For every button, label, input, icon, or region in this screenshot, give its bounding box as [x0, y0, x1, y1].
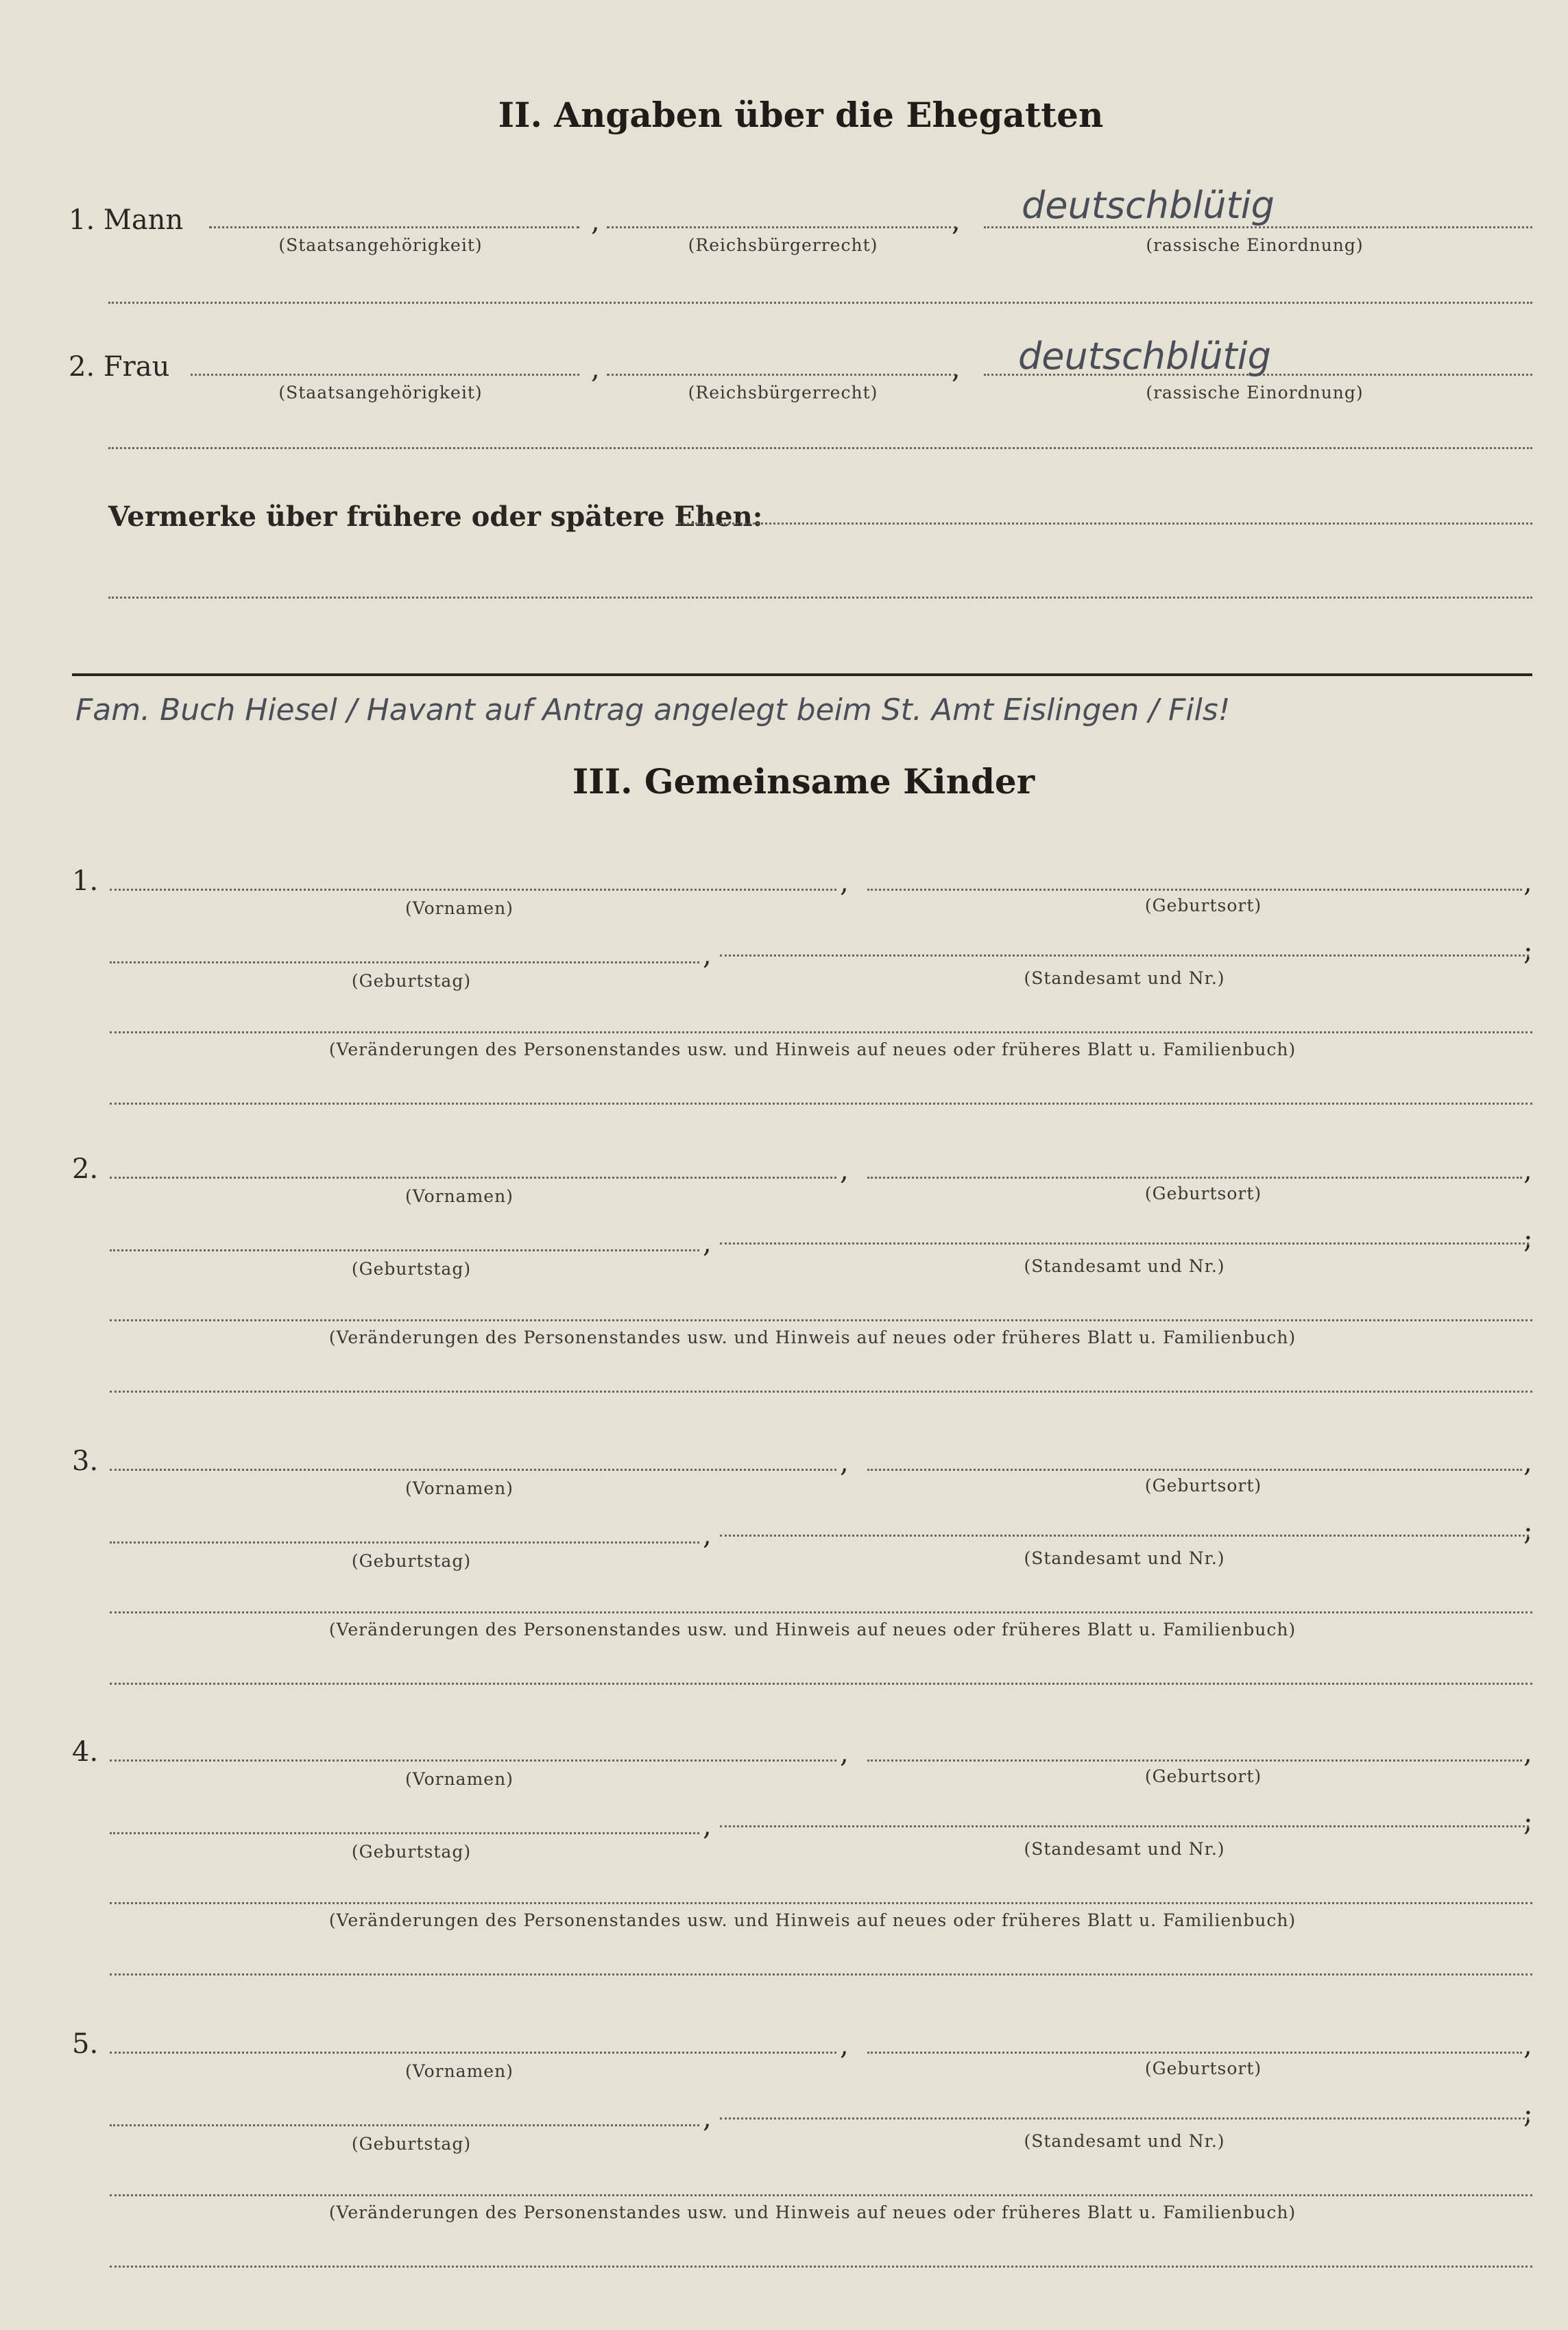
child-veraenderungen-caption: (Veränderungen des Personenstandes usw. und Hinweis auf neues oder früheres Blatt u. Familienbuch): [328, 1328, 1296, 1347]
child-geburtstag-field[interactable]: [110, 1249, 699, 1251]
frau-handwritten-entry: deutschblütig: [1018, 335, 1271, 378]
semicolon: ;: [1523, 2098, 1533, 2130]
vermerke-label: Vermerke über frühere oder spätere Ehen:: [108, 501, 763, 533]
child-standesamt-field[interactable]: [720, 2117, 1529, 2119]
child-geburtstag-caption: (Geburtstag): [351, 1551, 472, 1571]
child-geburtstag-field[interactable]: [110, 1541, 699, 1544]
child-geburtsort-field[interactable]: [867, 1177, 1522, 1179]
child-vornamen-caption: (Vornamen): [405, 1769, 514, 1789]
child-vornamen-field[interactable]: [110, 1177, 836, 1179]
comma: ,: [703, 1227, 712, 1259]
child-geburtstag-caption: (Geburtstag): [351, 1259, 472, 1279]
frau-label: 2. Frau: [69, 351, 170, 383]
child-geburtsort-caption: (Geburtsort): [1144, 1766, 1262, 1786]
vermerke-field[interactable]: [679, 523, 1532, 525]
child-geburtstag-field[interactable]: [110, 1832, 699, 1834]
comma: ,: [840, 1738, 849, 1769]
frau-rassische-einordnung-caption: (rassische Einordnung): [1146, 383, 1364, 403]
comma: ,: [1523, 1155, 1532, 1186]
frau-reichsbuergerrecht-field[interactable]: [607, 374, 956, 376]
child-geburtstag-field[interactable]: [110, 2124, 699, 2126]
child-geburtsort-field[interactable]: [867, 1469, 1522, 1471]
child-geburtsort-caption: (Geburtsort): [1144, 1476, 1262, 1496]
comma: ,: [703, 1520, 712, 1551]
frau-staatsangehoerigkeit-field[interactable]: [191, 374, 579, 376]
child-standesamt-field[interactable]: [720, 1825, 1529, 1827]
comma: ,: [840, 1447, 849, 1478]
child-standesamt-caption: (Standesamt und Nr.): [1024, 1256, 1225, 1276]
child-standesamt-caption: (Standesamt und Nr.): [1024, 1839, 1225, 1859]
section-2-heading: II. Angaben über die Ehegatten: [498, 95, 1104, 135]
comma: ,: [591, 206, 600, 237]
child-number: 4.: [72, 1736, 99, 1768]
comma: ,: [703, 1810, 712, 1842]
child-extra-line[interactable]: [110, 1103, 1532, 1105]
mann-label: 1. Mann: [69, 204, 184, 236]
vermerke-extra-line[interactable]: [108, 597, 1532, 599]
frau-staatsangehoerigkeit-caption: (Staatsangehörigkeit): [278, 383, 483, 403]
comma: ,: [703, 2102, 712, 2134]
comma: ,: [840, 867, 849, 898]
child-vornamen-field[interactable]: [110, 1759, 836, 1762]
child-standesamt-caption: (Standesamt und Nr.): [1024, 1548, 1225, 1568]
child-veraenderungen-field[interactable]: [110, 1319, 1532, 1321]
child-vornamen-caption: (Vornamen): [405, 1186, 514, 1206]
mann-handwritten-entry: deutschblütig: [1022, 184, 1275, 227]
child-number: 1.: [72, 865, 99, 897]
child-extra-line[interactable]: [110, 1391, 1532, 1393]
child-veraenderungen-field[interactable]: [110, 1031, 1532, 1033]
semicolon: ;: [1523, 1223, 1533, 1255]
frau-reichsbuergerrecht-caption: (Reichsbürgerrecht): [688, 383, 878, 403]
child-number: 3.: [72, 1445, 99, 1477]
child-vornamen-caption: (Vornamen): [405, 2061, 514, 2081]
child-veraenderungen-caption: (Veränderungen des Personenstandes usw. und Hinweis auf neues oder früheres Blatt u. Familienbuch): [328, 2202, 1296, 2222]
mann-reichsbuergerrecht-caption: (Reichsbürgerrecht): [688, 235, 878, 255]
child-number: 5.: [72, 2028, 99, 2060]
child-standesamt-field[interactable]: [720, 1242, 1529, 1245]
child-vornamen-field[interactable]: [110, 2052, 836, 2054]
child-geburtsort-caption: (Geburtsort): [1144, 2058, 1262, 2078]
child-vornamen-field[interactable]: [110, 889, 836, 891]
comma: ,: [1523, 1738, 1532, 1769]
mann-staatsangehoerigkeit-field[interactable]: [209, 226, 579, 228]
child-geburtsort-caption: (Geburtsort): [1144, 1184, 1262, 1203]
child-vornamen-caption: (Vornamen): [405, 1478, 514, 1498]
child-standesamt-caption: (Standesamt und Nr.): [1024, 968, 1225, 988]
comma: ,: [591, 353, 600, 385]
child-vornamen-caption: (Vornamen): [405, 898, 514, 918]
child-veraenderungen-caption: (Veränderungen des Personenstandes usw. und Hinweis auf neues oder früheres Blatt u. Familienbuch): [328, 1040, 1296, 1059]
child-number: 2.: [72, 1153, 99, 1185]
child-veraenderungen-caption: (Veränderungen des Personenstandes usw. und Hinweis auf neues oder früheres Blatt u. Familienbuch): [328, 1620, 1296, 1640]
family-book-note: Fam. Buch Hiesel / Havant auf Antrag angelegt beim St. Amt Eislingen / Fils!: [75, 693, 1231, 728]
comma: ,: [1523, 2030, 1532, 2061]
child-geburtstag-caption: (Geburtstag): [351, 1842, 472, 1862]
child-geburtsort-field[interactable]: [867, 889, 1522, 891]
child-vornamen-field[interactable]: [110, 1469, 836, 1471]
child-veraenderungen-field[interactable]: [110, 2194, 1532, 2196]
mann-rassische-einordnung-caption: (rassische Einordnung): [1146, 235, 1364, 255]
child-geburtsort-field[interactable]: [867, 2052, 1522, 2054]
comma: ,: [952, 206, 961, 237]
child-geburtsort-caption: (Geburtsort): [1144, 896, 1262, 915]
semicolon: ;: [1523, 1515, 1533, 1547]
mann-extra-line[interactable]: [108, 302, 1532, 304]
child-veraenderungen-field[interactable]: [110, 1902, 1532, 1904]
child-geburtstag-field[interactable]: [110, 961, 699, 963]
child-standesamt-field[interactable]: [720, 1535, 1529, 1537]
semicolon: ;: [1523, 935, 1533, 967]
child-standesamt-field[interactable]: [720, 954, 1529, 957]
comma: ,: [1523, 1447, 1532, 1478]
section-divider: [72, 673, 1532, 676]
child-extra-line[interactable]: [110, 2266, 1532, 2268]
comma: ,: [1523, 867, 1532, 898]
child-veraenderungen-field[interactable]: [110, 1611, 1532, 1613]
child-geburtstag-caption: (Geburtstag): [351, 2134, 472, 2154]
child-geburtsort-field[interactable]: [867, 1759, 1522, 1762]
child-standesamt-caption: (Standesamt und Nr.): [1024, 2131, 1225, 2151]
comma: ,: [703, 939, 712, 971]
child-veraenderungen-caption: (Veränderungen des Personenstandes usw. und Hinweis auf neues oder früheres Blatt u. Familienbuch): [328, 1910, 1296, 1930]
child-extra-line[interactable]: [110, 1683, 1532, 1685]
mann-staatsangehoerigkeit-caption: (Staatsangehörigkeit): [278, 235, 483, 255]
comma: ,: [840, 2030, 849, 2061]
frau-extra-line[interactable]: [108, 447, 1532, 449]
section-3-heading: III. Gemeinsame Kinder: [572, 761, 1035, 802]
comma: ,: [840, 1155, 849, 1186]
comma: ,: [952, 353, 961, 385]
mann-reichsbuergerrecht-field[interactable]: [607, 226, 956, 228]
child-extra-line[interactable]: [110, 1973, 1532, 1975]
semicolon: ;: [1523, 1806, 1533, 1838]
child-geburtstag-caption: (Geburtstag): [351, 971, 472, 991]
